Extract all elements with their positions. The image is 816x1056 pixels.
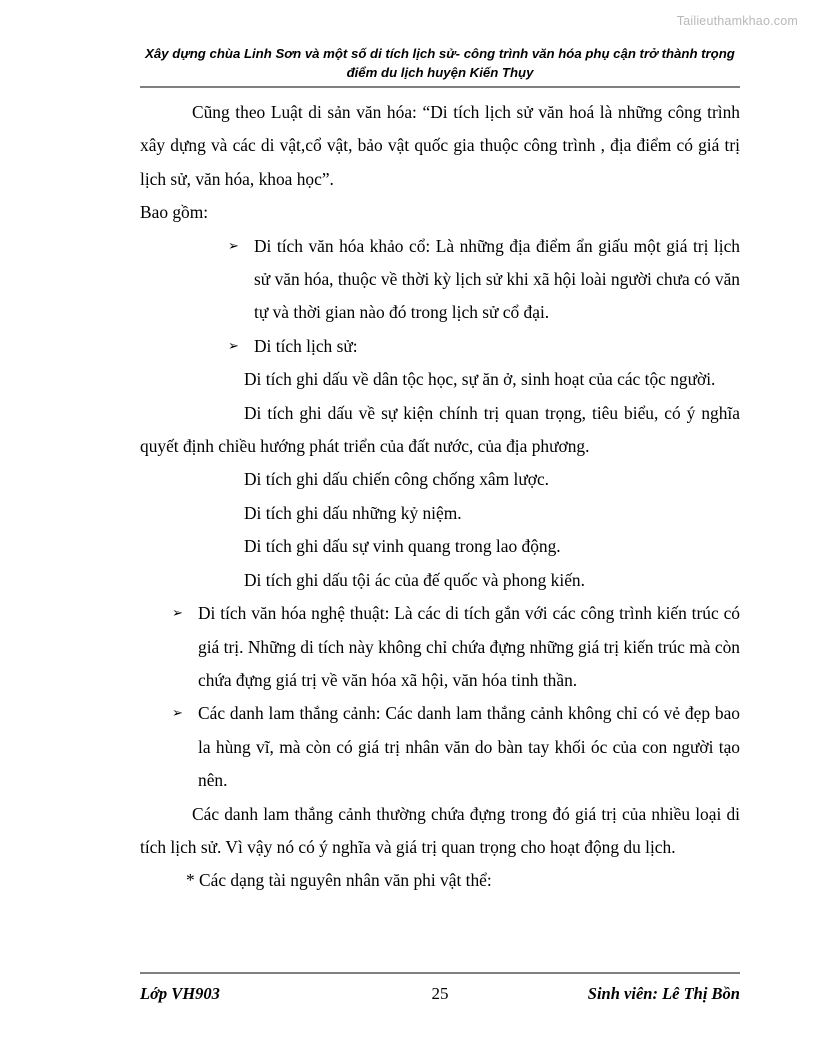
paragraph-9: Các danh lam thắng cảnh thường chứa đựng trong đó giá trị của nhiều loại di tích lịch sử. Vì vậy nó có ý nghĩa và giá trị quan trọng cho hoạt động du lịch. bbox=[140, 803, 740, 857]
running-header bbox=[140, 44, 740, 82]
paragraph-bao-gom: Bao gồm: bbox=[140, 202, 209, 223]
paragraph-4: Di tích ghi dấu về sự kiện chính trị quan trọng, tiêu biểu, có ý nghĩa quyết định chiều hướng phát triển của đất nước, của địa phương. bbox=[140, 402, 740, 457]
list-item bbox=[172, 697, 740, 797]
paragraph-5: Di tích ghi dấu chiến công chống xâm lược. bbox=[244, 469, 550, 490]
list-item-label: Di tích văn hóa khảo cổ: Là những địa điểm ẩn giấu một giá trị lịch sử văn hóa, thuộc về thời kỳ lịch sử khi xã hội loài người chưa có văn tự và thời gian nào đó trong lịch sử cổ đại. bbox=[254, 235, 740, 323]
paragraph-3: Di tích ghi dấu về dân tộc học, sự ăn ở, sinh hoạt của các tộc người. bbox=[244, 369, 716, 390]
paragraph-7: Di tích ghi dấu sự vinh quang trong lao động. bbox=[244, 536, 561, 557]
page-number: 25 bbox=[431, 984, 449, 1003]
footer-class-label: Lớp VH903 bbox=[140, 984, 220, 1003]
arrow-bullet-icon: ➢ bbox=[228, 238, 239, 254]
footer-divider bbox=[140, 972, 740, 974]
list-item-label: Các danh lam thắng cảnh: Các danh lam thắng cảnh không chỉ có vẻ đẹp bao la hùng vĩ, mà còn có giá trị nhân văn do bàn tay khối óc của con người tạo nên. bbox=[198, 703, 740, 791]
footer-student-label: Sinh viên: Lê Thị Bồn bbox=[587, 984, 740, 1003]
arrow-bullet-icon: ➢ bbox=[172, 706, 183, 722]
running-footer bbox=[140, 984, 740, 1004]
list-item bbox=[228, 230, 740, 330]
watermark-text: Tailieuthamkhao.com bbox=[676, 14, 798, 28]
list-item bbox=[228, 330, 740, 363]
list-item-label: Di tích văn hóa nghệ thuật: Là các di tích gắn với các công trình kiến trúc có giá trị. Những di tích này không chỉ chứa đựng những giá trị kiến trúc mà còn chứa đựng giá trị về văn hóa xã hội, văn hóa tinh thần. bbox=[198, 603, 740, 690]
paragraph-6: Di tích ghi dấu những kỷ niệm. bbox=[244, 502, 462, 523]
arrow-bullet-icon: ➢ bbox=[172, 606, 183, 622]
paragraph-8: Di tích ghi dấu tội ác của đế quốc và phong kiến. bbox=[244, 569, 585, 590]
header-title: Xây dựng chùa Linh Sơn và một số di tích lịch sử- công trình văn hóa phụ cận trở thành trọng điểm du lịch huyện Kiến Thụy bbox=[145, 46, 735, 80]
paragraph-10: * Các dạng tài nguyên nhân văn phi vật thể: bbox=[186, 870, 492, 891]
header-divider bbox=[140, 86, 740, 88]
arrow-bullet-icon: ➢ bbox=[228, 338, 239, 354]
paragraph-1: Cũng theo Luật di sản văn hóa: “Di tích lịch sử văn hoá là những công trình xây dựng và các di vật,cổ vật, bảo vật quốc gia thuộc công trình , địa điểm có giá trị lịch sử, văn hóa, khoa học”. bbox=[140, 102, 740, 189]
document-body bbox=[140, 96, 740, 898]
list-item-label: Di tích lịch sử: bbox=[254, 335, 358, 356]
list-item bbox=[172, 597, 740, 697]
